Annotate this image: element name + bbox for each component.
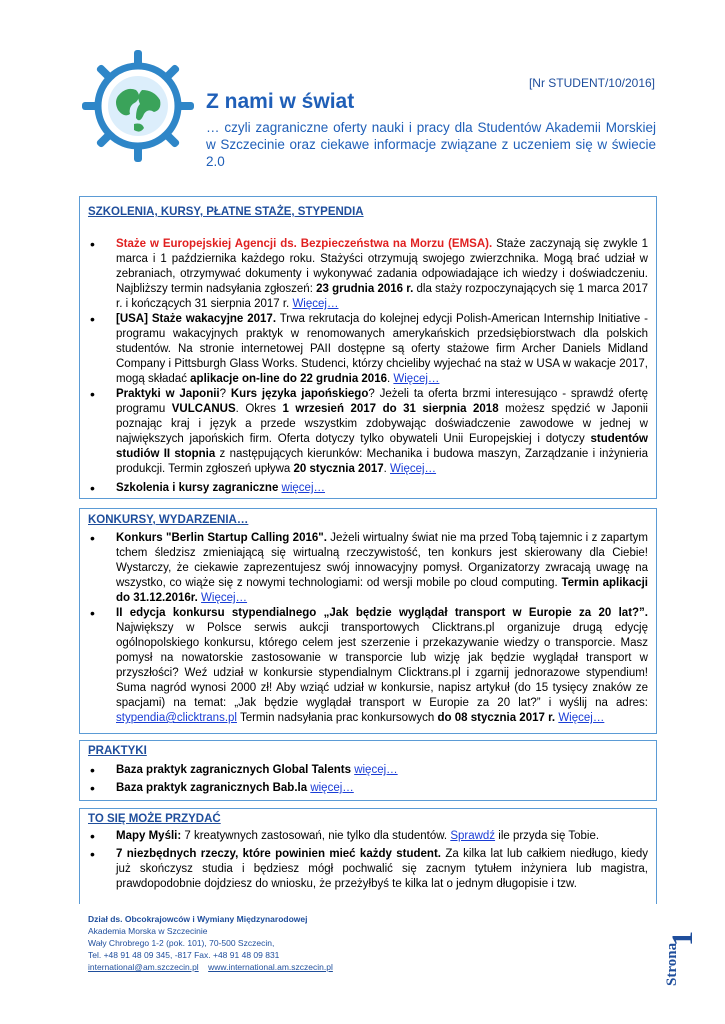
footer-email-link[interactable]: international@am.szczecin.pl [88, 962, 199, 972]
section-list [88, 531, 648, 726]
list-item: • [USA] Staże wakacyjne 2017. Trwa rekrutacja do kolejnej edycji Polish-American Internship Initiative - programu wakacyjnych praktyk w renomowanych amerykańskich przedsiębiorstwach dla polskich studentów. Na stronie internetowej PAII dostępne są oferty stażowe firm Archer Daniels Midland Company i Pittsburgh Glass Works. Studenci, którzy chcieliby wyjechać na staż w USA w wakacje 2017, mogą składać aplikacje on-line do 22 grudnia 2016. Więcej… [88, 312, 648, 387]
more-link[interactable]: Więcej… [201, 592, 248, 604]
check-link[interactable]: Sprawdź [450, 830, 496, 842]
page-word: Strona [664, 942, 680, 986]
footer-website-link[interactable]: www.international.am.szczecin.pl [208, 962, 333, 972]
list-item: • Staże w Europejskiej Agencji ds. Bezpieczeństwa na Morzu (EMSA). Staże zaczynają się zwykle 1 marca i 1 października każdego roku. Stażyści otrzymują swojego zwierzchnika. Mogą brać udział w zebraniach, otrzymywać dokumenty i wykonywać zadania odpowiadające ich wiedzy i doświadczeniu. Najbliższy termin nadsyłania zgłoszeń: 23 grudnia 2016 r. dla staży rozpoczynających się 1 marca 2017 r. i kończących 31 sierpnia 2017 r. Więcej… [88, 237, 648, 312]
page-number-label [662, 920, 699, 990]
section-heading: PRAKTYKI [88, 745, 147, 757]
more-link[interactable]: Więcej… [393, 373, 440, 385]
footer-phone: Tel. +48 91 48 09 345, -817 Fax. +48 91 48 09 831 [88, 950, 280, 960]
footer-department: Dział ds. Obcokrajowców i Wymiany Międzynarodowej [88, 914, 308, 924]
section-list [88, 829, 648, 892]
more-link[interactable]: Więcej… [390, 463, 437, 475]
section-useful [79, 808, 657, 904]
section-list [88, 237, 648, 496]
list-item: • Baza praktyk zagranicznych Global Talents więcej… [88, 761, 648, 779]
more-link[interactable]: więcej… [310, 782, 354, 794]
page-subtitle: … czyli zagraniczne oferty nauki i pracy dla Studentów Akademii Morskiej w Szczecinie oraz ciekawe informacje związane z uczeniem się w świecie 2.0 [206, 120, 656, 169]
list-item: • Mapy Myśli: 7 kreatywnych zastosowań, nie tylko dla studentów. Sprawdź ile przyda się Tobie. [88, 829, 648, 844]
section-heading: TO SIĘ MOŻE PRZYDAĆ [88, 813, 221, 825]
list-item: • II edycja konkursu stypendialnego „Jak będzie wyglądał transport w Europie za 20 lat?”. Największy w Polsce serwis aukcji transportowych Clicktrans.pl organizuje drugą edycję ogólnopolskiego konkursu, którego celem jest szerzenie i przekazywanie wiedzy o transporcie. Masz pomysł na nowatorskie zastosowanie w transporcie lub wizję jak będzie wyglądał transport w przyszłości? Weź udział w konkursie stypendialnym Clicktrans.pl i zgarnij jednorazowe stypendium! Suma nagród wynosi 2000 zł! Aby wziąć udział w konkursie, napisz artykuł (do 15 tysięcy znaków ze spacjami) na temat: „Jak będzie wyglądał transport w Europie za 20 lat?” i wyślij na adres: stypendia@clicktrans.pl Termin nadsyłania prac konkursowych do 08 stycznia 2017 r. Więcej… [88, 606, 648, 726]
more-link[interactable]: Więcej… [292, 298, 339, 310]
page-title: Z nami w świat [206, 90, 355, 113]
footer-institution: Akademia Morska w Szczecinie [88, 926, 208, 936]
section-heading: SZKOLENIA, KURSY, PŁATNE STAŻE, STYPENDIA [88, 206, 364, 218]
email-link[interactable]: stypendia@clicktrans.pl [116, 712, 237, 724]
list-item: • Szkolenia i kursy zagraniczne więcej… [88, 481, 648, 496]
footer-contact [88, 913, 333, 973]
issue-number: [Nr STUDENT/10/2016] [528, 76, 655, 90]
section-internships [79, 740, 657, 801]
section-training-courses [79, 196, 657, 499]
section-heading: KONKURSY, WYDARZENIA… [88, 514, 249, 526]
page-number: 1 [666, 931, 699, 946]
ship-wheel-globe-logo [82, 50, 194, 162]
section-contests-events [79, 508, 657, 734]
section-list [88, 761, 648, 797]
list-item: • 7 niezbędnych rzeczy, które powinien mieć każdy student. Za kilka lat lub całkiem niedługo, kiedy już skończysz studia i będziesz mógł pochwalić się zacnym tytułem inżyniera lub magistra, prawdopodobnie dojdziesz do wniosku, że przeżyłbyś te kilka lat o jednym długopisie i tzw. [88, 847, 648, 892]
more-link[interactable]: więcej… [281, 482, 326, 494]
footer-address: Wały Chrobrego 1-2 (pok. 101), 70-500 Szczecin, [88, 938, 275, 948]
list-item: • Konkurs "Berlin Startup Calling 2016". Jeżeli wirtualny świat nie ma przed Tobą tajemnic i z zapartym tchem śledzisz zmieniającą się wirtualną rzeczywistość, ten konkurs jest skierowany dla Ciebie! Wystarczy, że ciekawie zaprezentujesz swój innowacyjny pomysł. Organizatorzy zwracają uwagę na wszystko, co wiąże się z nowymi technologiami: od wersji mobile po cloud computing. Termin aplikacji do 31.12.2016r. Więcej… [88, 531, 648, 606]
more-link[interactable]: więcej… [354, 764, 398, 776]
list-item: • Praktyki w Japonii? Kurs języka japońskiego? Jeżeli ta oferta brzmi interesująco - sprawdź ofertę programu VULCANUS. Okres 1 wrzesień 2017 do 31 sierpnia 2018 możesz spędzić w Japonii poznając kraj i język a przede wszystkim zdobywając doświadczenie zawodowe w jednej w największych japońskich firm. Oferta dotyczy tylko obywateli Unii Europejskiej i dotyczy studentów studiów II stopnia z następujących kierunków: Mechanika i budowa maszyn, Zarządzanie i inżynieria produkcji. Termin zgłoszeń upływa 20 stycznia 2017. Więcej… [88, 387, 648, 477]
list-item: • Baza praktyk zagranicznych Bab.la więcej… [88, 779, 648, 797]
more-link[interactable]: Więcej… [558, 712, 605, 724]
